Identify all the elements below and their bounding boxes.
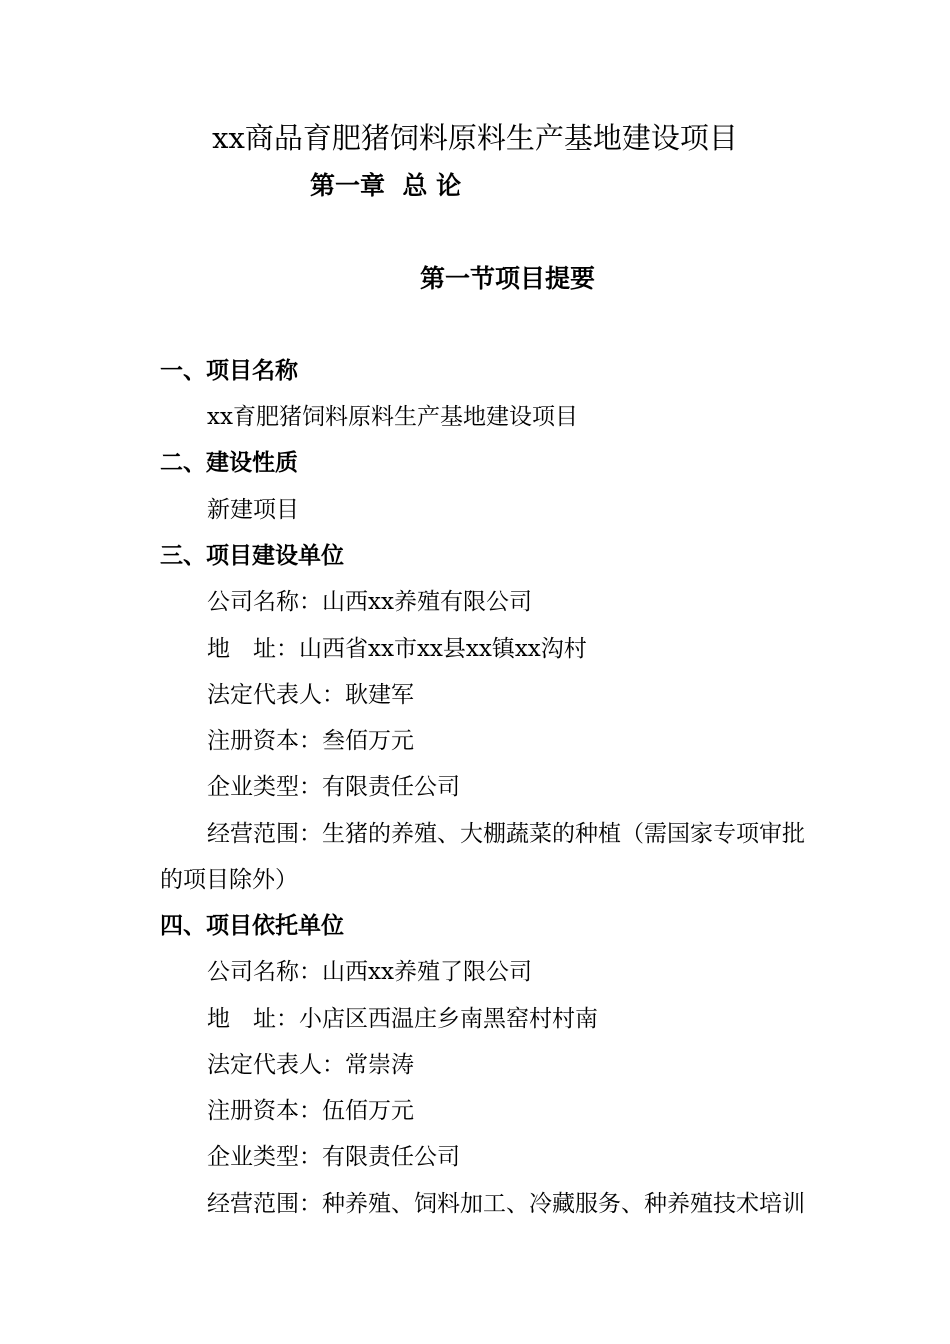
- construction-unit-legal-rep: 法定代表人：耿建军: [207, 682, 414, 708]
- document-title: xx商品育肥猪饲料原料生产基地建设项目: [212, 121, 738, 155]
- item-heading-supporting-unit: 四、项目依托单位: [160, 913, 344, 939]
- construction-unit-capital: 注册资本：叁佰万元: [207, 728, 414, 754]
- construction-nature-text: 新建项目: [207, 497, 299, 523]
- section-title: 第一节项目提要: [419, 264, 595, 293]
- item-heading-construction-unit: 三、项目建设单位: [160, 543, 344, 569]
- construction-unit-address: 地 址：山西省xx市xx县xx镇xx沟村: [207, 636, 587, 662]
- item-heading-project-name: 一、项目名称: [160, 358, 298, 384]
- construction-unit-business-scope: 经营范围：生猪的养殖、大棚蔬菜的种植（需国家专项审批: [207, 821, 805, 847]
- supporting-unit-capital: 注册资本：伍佰万元: [207, 1098, 414, 1124]
- project-name-text: xx育肥猪饲料原料生产基地建设项目: [207, 404, 578, 430]
- supporting-unit-legal-rep: 法定代表人：常崇涛: [207, 1052, 414, 1078]
- supporting-unit-company-name: 公司名称：山西xx养殖了限公司: [207, 959, 532, 985]
- supporting-unit-company-type: 企业类型：有限责任公司: [207, 1144, 460, 1170]
- construction-unit-business-scope-cont: 的项目除外）: [160, 867, 298, 893]
- construction-unit-company-type: 企业类型：有限责任公司: [207, 774, 460, 800]
- supporting-unit-business-scope: 经营范围：种养殖、饲料加工、冷藏服务、种养殖技术培训: [207, 1191, 805, 1217]
- supporting-unit-address: 地 址：小店区西温庄乡南黑窑村村南: [207, 1006, 598, 1032]
- chapter-title: 第一章 总 论: [310, 171, 462, 200]
- construction-unit-company-name: 公司名称：山西xx养殖有限公司: [207, 589, 532, 615]
- item-heading-construction-nature: 二、建设性质: [160, 450, 298, 476]
